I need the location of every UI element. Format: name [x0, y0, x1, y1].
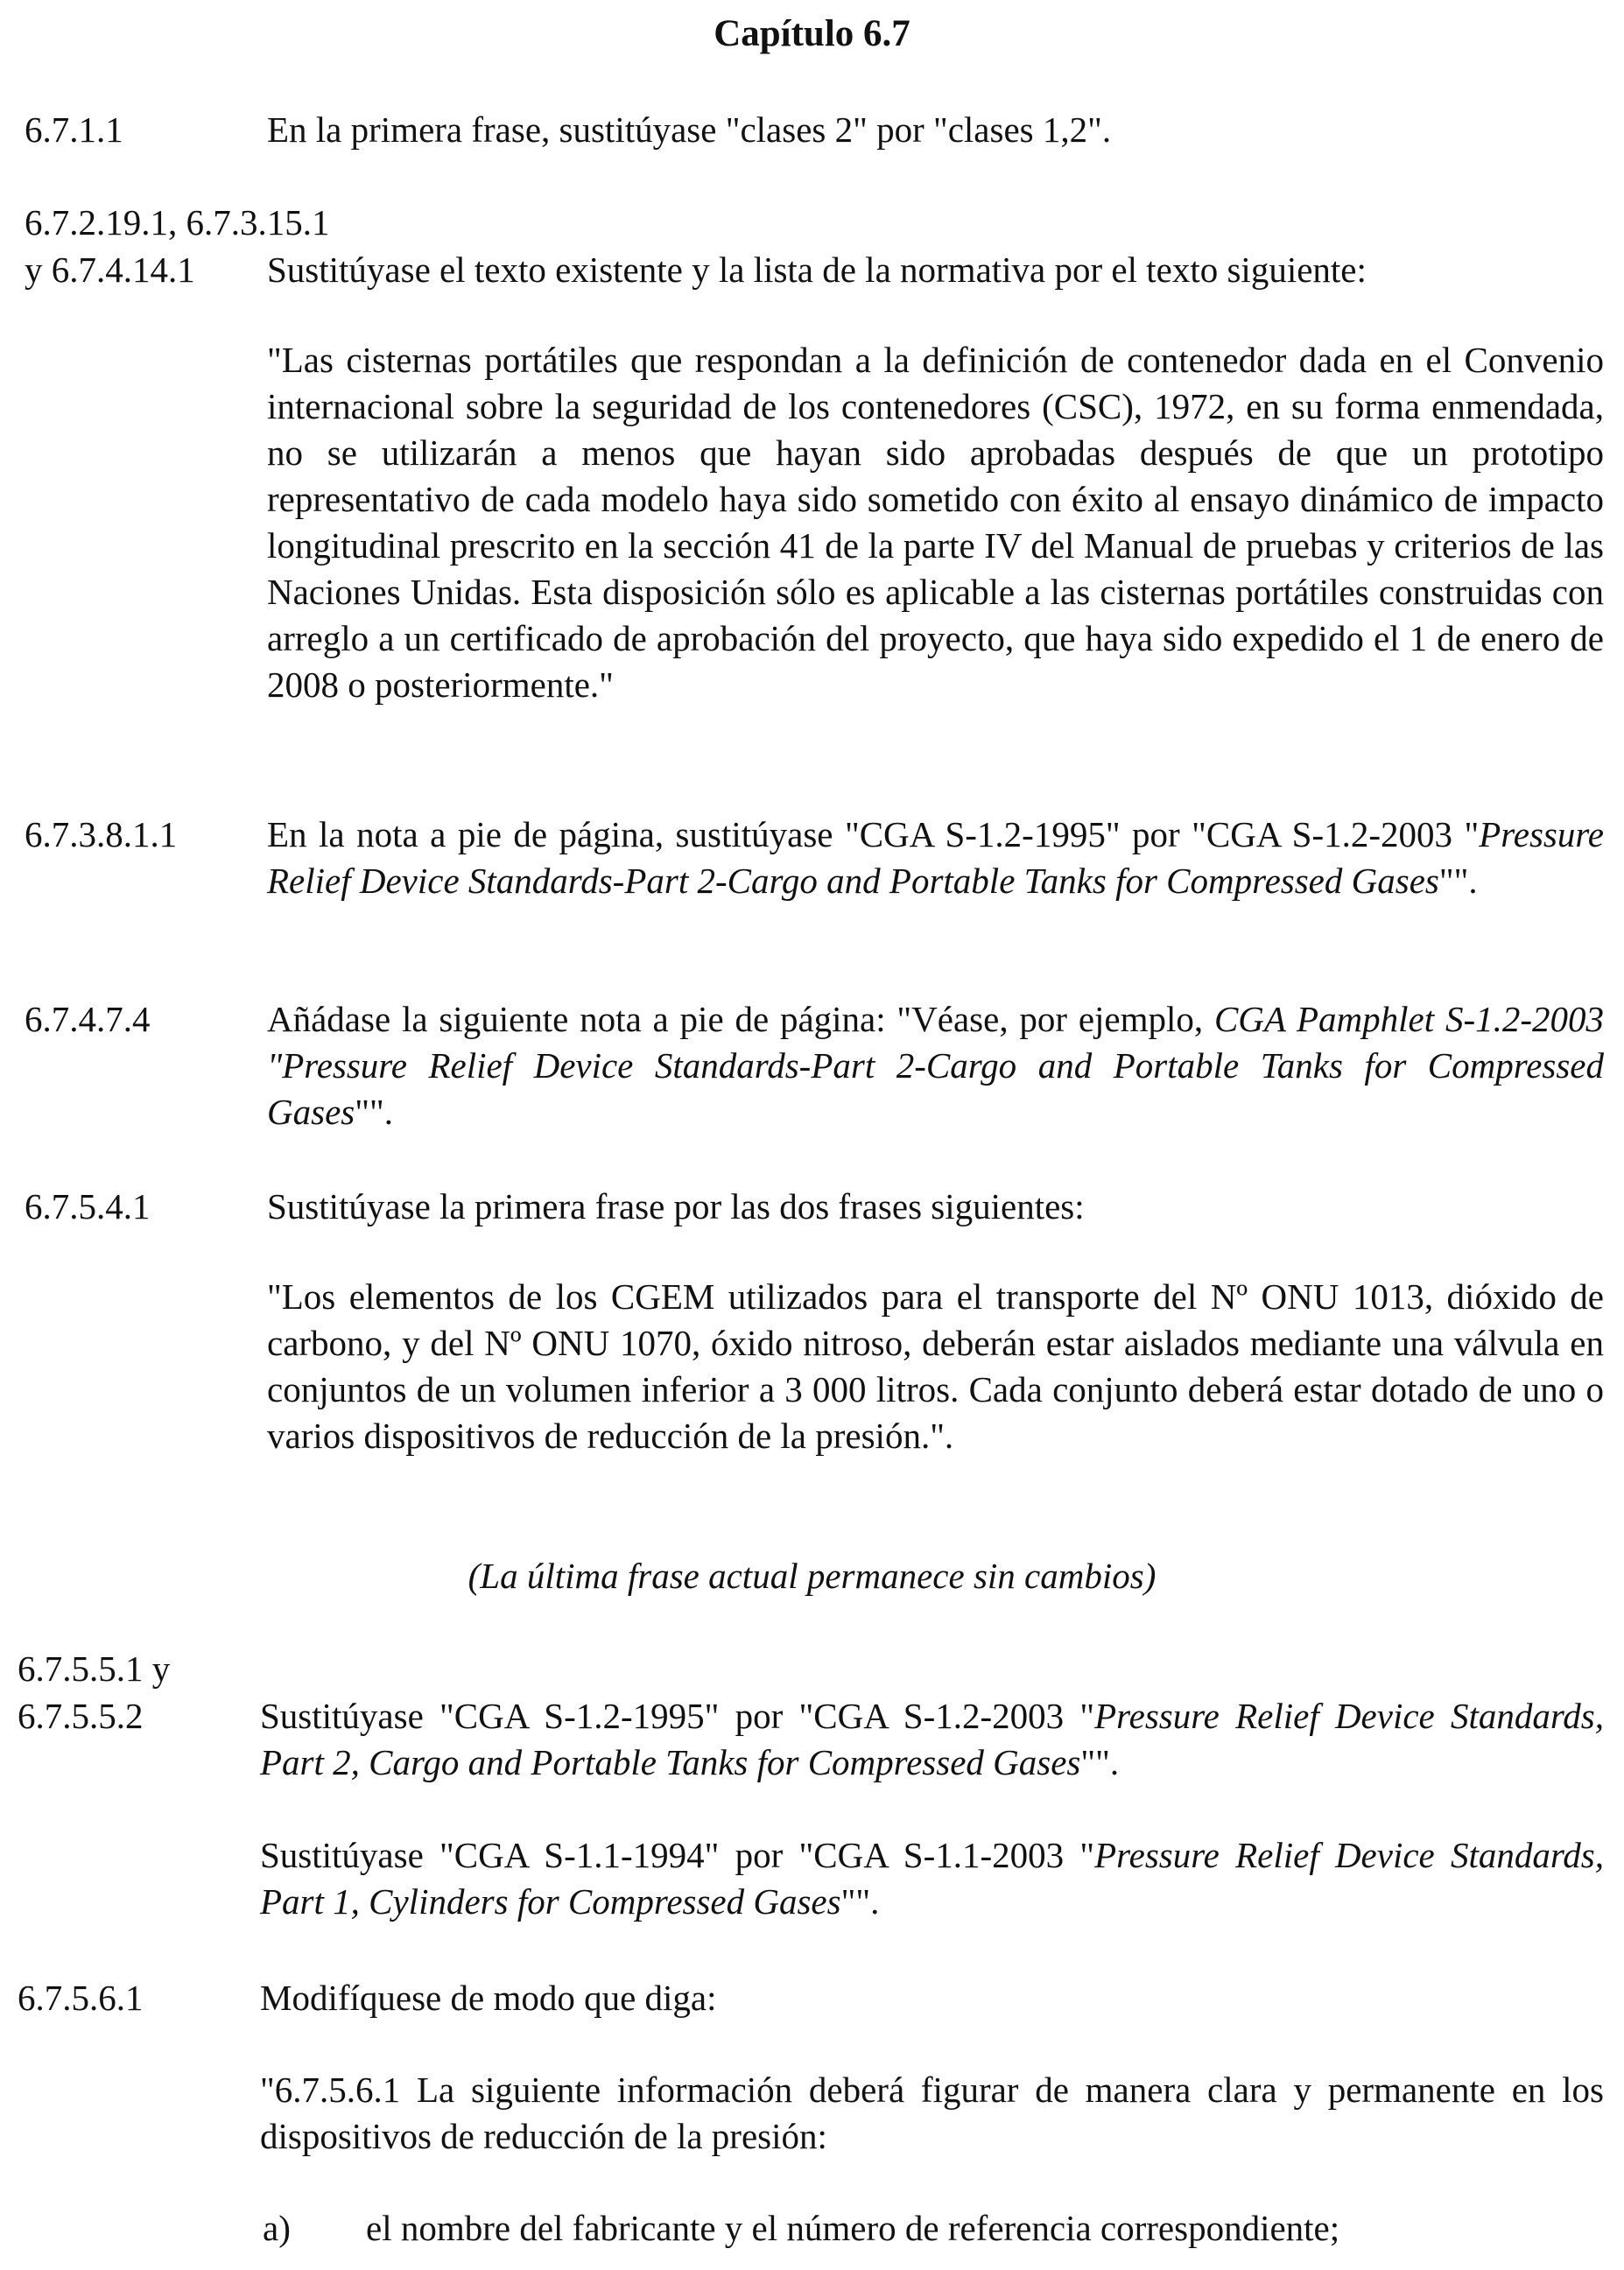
text-segment: "". [1080, 1742, 1120, 1782]
entry-text [260, 1832, 1604, 1925]
unchanged-note: (La última frase actual permanece sin cambios) [468, 1556, 1156, 1596]
quoted-amendment: "Los elementos de los CGEM utilizados para el transporte del Nº ONU 1013, dióxido de carbono, y del Nº ONU 1070, óxido nitroso, deberán estar aislados mediante una válvula en conjuntos de un volumen inferior a 3 000 litros. Cada conjunto deberá estar dotado de uno o varios dispositivos de reducción de la presión.". [267, 1276, 1604, 1456]
text-segment: "". [840, 1881, 880, 1922]
list-item-text: el nombre del fabricante y el número de referencia correspondiente; [366, 2208, 1340, 2248]
entry-label: 6.7.5.5.2 [18, 1696, 144, 1736]
standard-title: Pressure Relief Device Standards, Part 2, Cargo and Portable Tanks for Compressed Gases [260, 1696, 1605, 1782]
entry-text: Sustitúyase la primera frase por las dos frases siguientes: [267, 1186, 1085, 1226]
entry-label: 6.7.5.4.1 [25, 1186, 151, 1226]
quoted-amendment: "Las cisternas portátiles que respondan a la definición de contenedor dada en el Convenio internacional sobre la seguridad de los contenedores (CSC), 1972, en su forma enmendada, no se utilizarán a menos que hayan sido aprobadas después de que un prototipo representativo de cada modelo haya sido sometido con éxito al ensayo dinámico de impacto longitudinal prescrito en la sección 41 de la parte IV del Manual de pruebas y criterios de las Naciones Unidas. Esta disposición sólo es aplicable a las cisternas portátiles construidas con arreglo a un certificado de aprobación del proyecto, que haya sido expedido el 1 de enero de 2008 o posteriormente." [267, 340, 1604, 705]
chapter-title: Capítulo 6.7 [714, 13, 910, 54]
text-segment: En la nota a pie de página, sustitúyase "CGA S-1.2-1995" por "CGA S-1.2-2003 " [267, 814, 1480, 854]
quoted-amendment: "6.7.5.6.1 La siguiente información deberá figurar de manera clara y permanente en los dispositivos de reducción de la presión: [260, 2070, 1604, 2156]
text-segment: Sustitúyase "CGA S-1.2-1995" por "CGA S-1.2-2003 " [260, 1696, 1095, 1736]
entry-label: 6.7.2.19.1, 6.7.3.15.1 [25, 202, 330, 242]
text-segment: "". [1438, 861, 1478, 901]
entry-label: 6.7.4.7.4 [25, 999, 151, 1039]
standard-title: Pressure Relief Device Standards-Part 2-Cargo and Portable Tanks for Compressed Gases [267, 814, 1604, 901]
entry-text [260, 1693, 1604, 1786]
entry-label: 6.7.3.8.1.1 [25, 814, 178, 854]
text-segment: "". [355, 1092, 393, 1132]
entry-text: En la primera frase, sustitúyase "clases 2" por "clases 1,2". [267, 109, 1112, 150]
text-segment: Añádase la siguiente nota a pie de página: "Véase, por ejemplo, [267, 999, 1214, 1039]
entry-text [267, 996, 1604, 1135]
standard-title: Pressure Relief Device Standards, Part 1, Cylinders for Compressed Gases [260, 1835, 1605, 1922]
entry-label: 6.7.1.1 [25, 109, 123, 150]
entry-label: y 6.7.4.14.1 [25, 249, 195, 290]
entry-label: 6.7.5.6.1 [18, 1978, 144, 2018]
list-marker: a) [263, 2208, 291, 2248]
entry-text: Sustitúyase el texto existente y la lista de la normativa por el texto siguiente: [267, 249, 1367, 290]
entry-text: Modifíquese de modo que diga: [260, 1978, 717, 2018]
standard-title: CGA Pamphlet S-1.2-2003 "Pressure Relief Device Standards-Part 2-Cargo and Portable Tanks for Compressed Gases [267, 999, 1605, 1132]
entry-text [267, 812, 1604, 904]
text-segment: Sustitúyase "CGA S-1.1-1994" por "CGA S-1.1-2003 " [260, 1835, 1095, 1875]
entry-label: 6.7.5.5.1 y [18, 1648, 171, 1689]
